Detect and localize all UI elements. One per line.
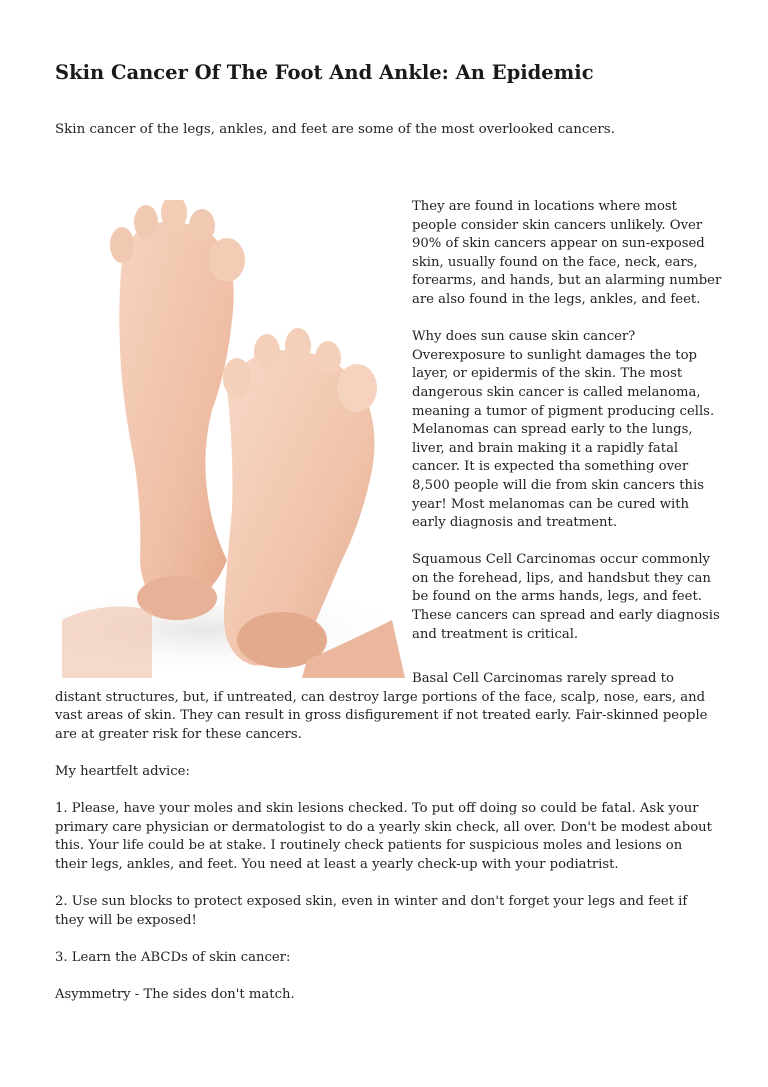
intro-paragraph: Skin cancer of the legs, ankles, and feet are some of the most overlooked cancers. — [55, 122, 615, 137]
paragraph-locations: They are found in locations where most people consider skin cancers unlikely. Over 90% of skin cancers appear on sun-exposed skin, usually found on the face, neck, ears, forearms, and hands, but an alarming number are also found in the legs, ankles, and feet. — [412, 199, 722, 307]
advice-item-1: 1. Please, have your moles and skin lesions checked. To put off doing so could be fatal. Ask your primary care physician or dermatologist to do a yearly skin check, all over. Don't be modest about this. Your life could be at stake. I routinely check patients for suspicious moles and lesions on their legs, ankles, and feet. You need at least a yearly check-up with your podiatrist. — [55, 801, 712, 872]
basal-first-line: Basal Cell Carcinomas rarely spread to — [412, 671, 674, 686]
text-column — [412, 198, 722, 663]
full-width-text — [55, 670, 715, 1023]
page-title: Skin Cancer Of The Foot And Ankle: An Epidemic — [55, 61, 594, 84]
advice-item-2: 2. Use sun blocks to protect exposed skin, even in winter and don't forget your legs and feet if they will be exposed! — [55, 894, 688, 928]
paragraph-sun-cause: Why does sun cause skin cancer? Overexposure to sunlight damages the top layer, or epidermis of the skin. The most dangerous skin cancer is called melanoma, meaning a tumor of pigment producing cells. Melanomas can spread early to the lungs, liver, and brain making it a rapidly fatal cancer. It is expected tha something over 8,500 people will die from skin cancers this year! Most melanomas can be cured with early diagnosis and treatment. — [412, 329, 715, 531]
basal-rest: distant structures, but, if untreated, can destroy large portions of the face, scalp, nose, ears, and vast areas of skin. They can result in gross disfigurement if not treated early. Fair-skinned people are at greater risk for these cancers. — [55, 689, 708, 742]
asymmetry-line: Asymmetry - The sides don't match. — [55, 987, 295, 1003]
bare-feet-photo — [62, 200, 405, 678]
paragraph-basal — [55, 670, 715, 744]
paragraph-squamous: Squamous Cell Carcinomas occur commonly on the forehead, lips, and handsbut they can be found on the arms hands, legs, and feet. These cancers can spread and early diagnosis and treatment is critical. — [412, 552, 720, 642]
advice-item-3: 3. Learn the ABCDs of skin cancer: — [55, 949, 291, 965]
advice-heading: My heartfelt advice: — [55, 763, 190, 779]
